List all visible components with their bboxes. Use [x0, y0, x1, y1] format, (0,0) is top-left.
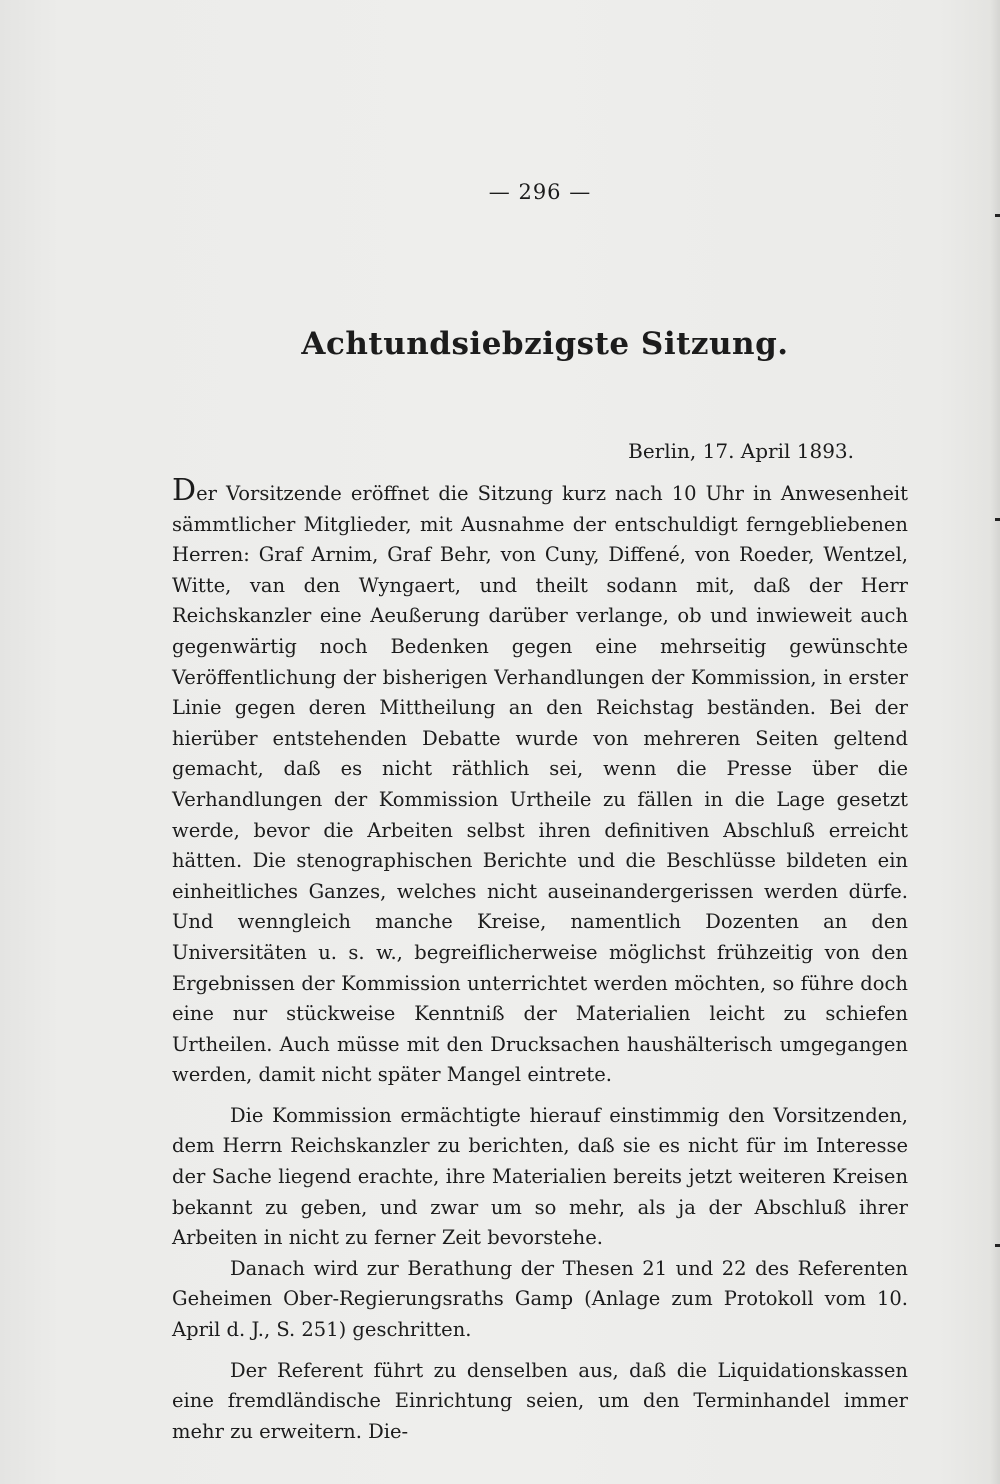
page-number: — 296 — [488, 180, 592, 204]
edge-mark [995, 518, 1000, 521]
paragraph: Die Kommission ermächtigte hierauf einstimmig den Vorsitzenden, dem Herrn Reichskanzler zu berichten, daß sie es nicht für im Interesse der Sache liegend erachte, ihre Materialien bereits jetzt weiteren Kreisen bekannt zu geben, und zwar um so mehr, als ja der Abschluß ihrer Arbeiten in nicht zu ferner Zeit bevorstehe. [172, 1103, 908, 1250]
edge-mark [995, 1244, 1000, 1247]
page-title: Achtundsiebzigste Sitzung. [301, 326, 789, 362]
body-text [172, 473, 908, 1447]
paragraph-text: er Vorsitzende eröffnet die Sitzung kurz nach 10 Uhr in Anwesenheit sämmtlicher Mitglieder, mit Ausnahme der entschuldigt ferngebliebenen Herren: Graf Arnim, Graf Behr, von Cuny, Diffené, von Roeder, Wentzel, Witte, van den Wyngaert, und theilt sodann mit, daß der Herr Reichskanzler eine Aeußerung darüber verlange, ob und inwieweit auch gegenwärtig noch Bedenken gegen eine mehrseitig gewünschte Veröffentlichung der bisherigen Verhandlungen der Kommission, in erster Linie gegen deren Mittheilung an den Reichstag beständen. Bei der hierüber entstehenden Debatte wurde von mehreren Seiten geltend gemacht, daß es nicht räthlich sei, wenn die Presse über die Verhandlungen der Kommission Urtheile zu fällen in die Lage gesetzt werde, bevor die Arbeiten selbst ihren definitiven Abschluß erreicht hätten. Die stenographischen Berichte und die Beschlüsse bildeten ein einheitliches Ganzes, welches nicht auseinandergerissen werden dürfe. Und wenngleich manche Kreise, namentlich Dozenten an den Universitäten u. s. w., begreiflicherweise möglichst frühzeitig von den Ergebnissen der Kommission unterrichtet werden möchten, so führe doch eine nur stückweise Kenntniß der Materialien leicht zu schiefen Urtheilen. Auch müsse mit den Drucksachen haushälterisch umgegangen werden, damit nicht später Mangel eintrete. [172, 482, 908, 1087]
paragraph: Der Referent führt zu denselben aus, daß die Liquidationskassen eine fremdländische Einrichtung seien, um den Terminhandel immer mehr zu erweitern. Die- [172, 1358, 908, 1443]
dateline: Berlin, 17. April 1893. [628, 439, 854, 463]
page-edge-shadow [990, 0, 1000, 1484]
paragraph: Danach wird zur Berathung der Thesen 21 und 22 des Referenten Geheimen Ober-Regierungsraths Gamp (Anlage zum Protokoll vom 10. April d. J., S. 251) geschritten. [172, 1256, 908, 1342]
edge-mark [995, 214, 1000, 217]
drop-cap: D [172, 473, 197, 508]
paragraph [172, 473, 908, 1091]
